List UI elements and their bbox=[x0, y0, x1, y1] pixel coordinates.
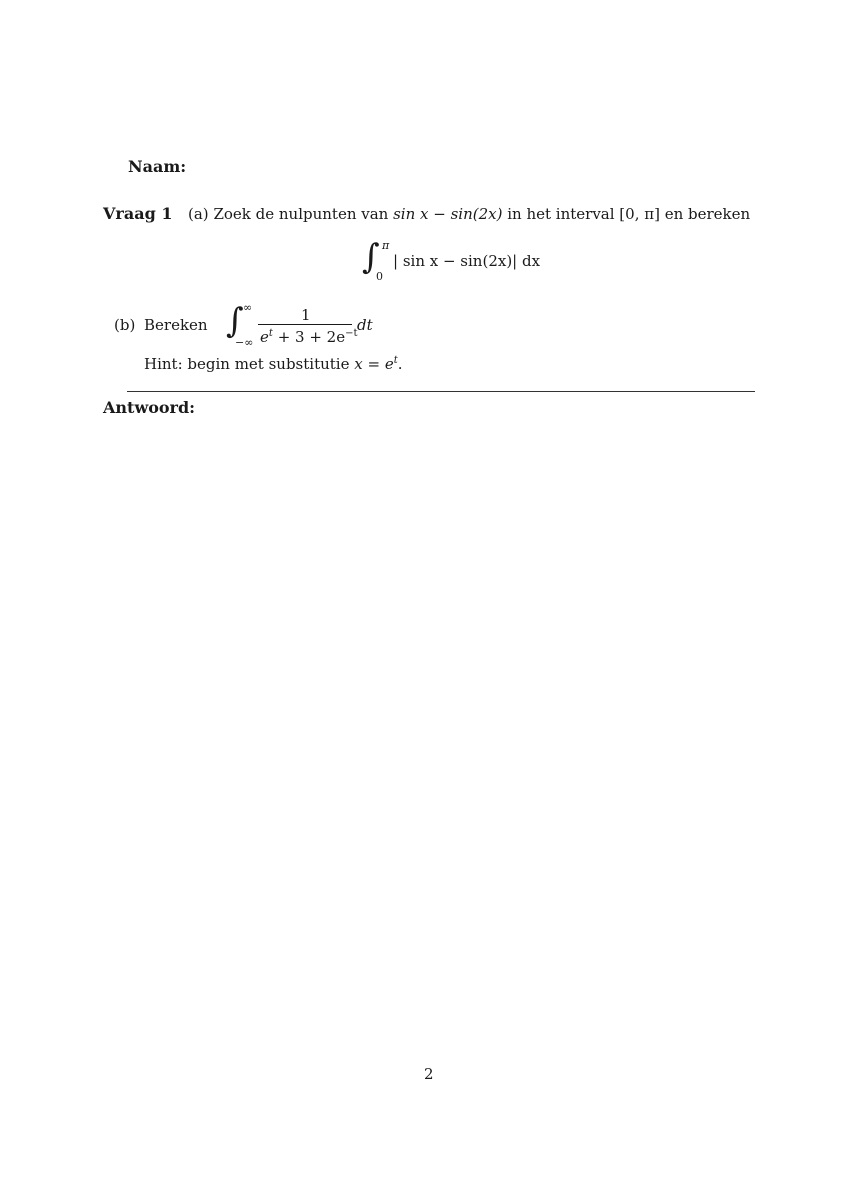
denominator-base: e bbox=[260, 328, 269, 346]
question-label: Vraag 1 bbox=[103, 204, 173, 223]
denominator-mid: + 3 + 2e bbox=[272, 328, 346, 346]
part-a-text-mid: in het interval bbox=[502, 205, 620, 223]
integral-a-lower: 0 bbox=[376, 270, 383, 283]
integral-a-upper: π bbox=[382, 239, 390, 252]
integral-sign-a: ∫ bbox=[362, 237, 380, 277]
integral-b-upper: ∞ bbox=[243, 301, 253, 314]
separator-rule bbox=[127, 391, 755, 392]
answer-label: Antwoord: bbox=[103, 398, 196, 417]
page-number: 2 bbox=[424, 1065, 434, 1083]
hint-eq: = bbox=[362, 355, 385, 373]
part-b-marker: (b) bbox=[114, 316, 136, 334]
part-a-interval: [0, π] bbox=[619, 205, 660, 223]
fraction-line bbox=[258, 324, 352, 325]
hint-rhs: e bbox=[384, 355, 394, 373]
part-b-label: Bereken bbox=[144, 316, 208, 334]
hint-lhs: x bbox=[354, 355, 363, 373]
name-label: Naam: bbox=[128, 157, 187, 176]
part-a-text-before: Zoek de nulpunten van bbox=[213, 205, 394, 223]
part-a-expr: sin x − sin(2x) bbox=[393, 205, 503, 223]
denominator-sup2: −t bbox=[345, 328, 358, 339]
hint-end: . bbox=[397, 355, 403, 373]
part-a-text-after: en bereken bbox=[659, 205, 751, 223]
integral-sign-b: ∫ bbox=[226, 301, 244, 341]
fraction-numerator: 1 bbox=[301, 306, 311, 324]
hint-text bbox=[144, 354, 403, 374]
hint-sup: t bbox=[393, 355, 398, 366]
part-a-text bbox=[188, 204, 750, 224]
fraction-denominator bbox=[260, 327, 358, 347]
hint-lead: Hint: begin met substitutie bbox=[144, 355, 355, 373]
part-a-marker: (a) bbox=[188, 205, 209, 223]
integral-a-integrand: | sin x − sin(2x)| dx bbox=[393, 252, 541, 270]
integral-b-lower: −∞ bbox=[235, 336, 254, 349]
denominator-sup1: t bbox=[268, 328, 273, 339]
integral-b-differential: dt bbox=[357, 316, 373, 334]
